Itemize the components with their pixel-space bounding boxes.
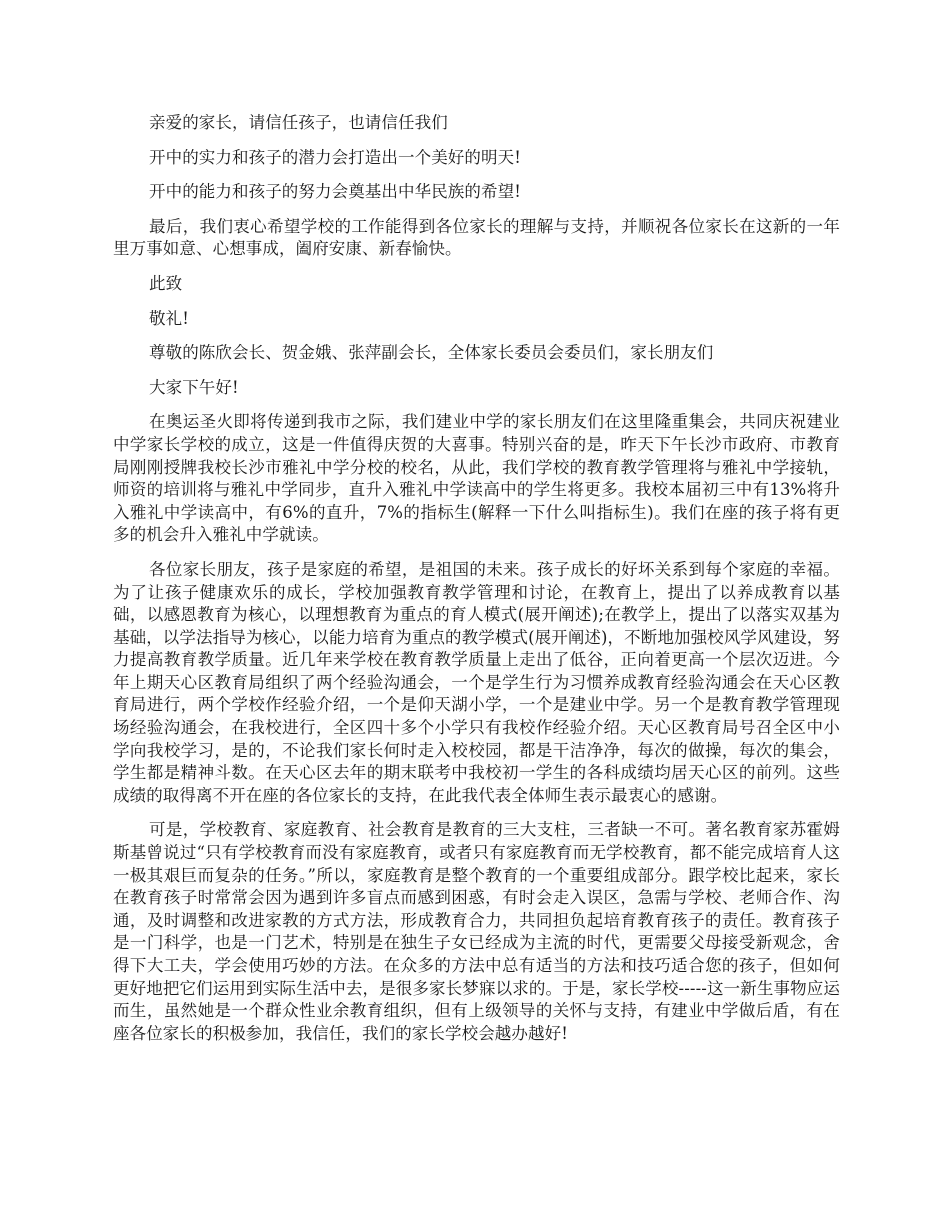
paragraph: 亲爱的家长，请信任孩子，也请信任我们 <box>149 113 448 132</box>
paragraph: 各位家长朋友，孩子是家庭的希望，是祖国的未来。孩子成长的好坏关系到每个家庭的幸福。为了让孩子健康欢乐的成长，学校加强教育教学管理和讨论，在教育上，提出了以养成教育以基础，以感恩教育为核心，以理想教育为重点的育人模式(展开阐述);在教学上，提出了以落实双基为基础，以学法指导为核心，以能力培育为重点的教学模式(展开阐述)，不断地加强校风学风建设，努力提高教育教学质量。近几年来学校在教育教学质量上走出了低谷，正向着更高一个层次迈进。今年上期天心区教育局组织了两个经验沟通会，一个是学生行为习惯养成教育经验沟通会在天心区教育局进行，两个学校作经验介绍，一个是仰天湖小学，一个是建业中学。另一个是教育教学管理现场经验沟通会，在我校进行，全区四十多个小学只有我校作经验介绍。天心区教育局号召全区中小学向我校学习，是的，不论我们家长何时走入校校园，都是干洁净净，每次的做操，每次的集会，学生都是精神斗数。在天心区去年的期末联考中我校初一学生的各科成绩均居天心区的前列。这些成绩的取得离不开在座的各位家长的支持，在此我代表全体师生表示最衷心的感谢。 <box>113 559 840 805</box>
paragraph: 此致 <box>149 273 183 293</box>
paragraph: 可是，学校教育、家庭教育、社会教育是教育的三大支柱，三者缺一不可。著名教育家苏霍姆斯基曾说过“只有学校教育而没有家庭教育，或者只有家庭教育而无学校教育，都不能完成培育人这一极其艰巨而复杂的任务。”所以，家庭教育是整个教育的一个重要组成部分。跟学校比起来，家长在教育孩子时常常会因为遇到许多盲点而感到困惑，有时会走入误区，急需与学校、老师合作、沟通，及时调整和改进家教的方式方法，形成教育合力，共同担负起培育教育孩子的责任。教育孩子是一门科学，也是一门艺术，特别是在独生子女已经成为主流的时代，更需要父母接受新观念，舍得下大工夫，学会使用巧妙的方法。在众多的方法中总有适当的方法和技巧适合您的孩子，但如何更好地把它们运用到实际生活中去，是很多家长梦寐以求的。于是，家长学校-----这一新生事物应运而生，虽然她是一个群众性业余教育组织，但有上级领导的关怀与支持，有建业中学做后盾，有在座各位家长的积极参加，我信任，我们的家长学校会越办越好! <box>113 820 840 1043</box>
paragraph: 最后，我们衷心希望学校的工作能得到各位家长的理解与支持，并顺祝各位家长在这新的一年里万事如意、心想事成，阖府安康、新春愉快。 <box>113 216 840 259</box>
paragraph: 大家下午好! <box>149 377 239 397</box>
paragraph: 开中的能力和孩子的努力会奠基出中华民族的希望! <box>149 182 521 202</box>
paragraph: 开中的实力和孩子的潜力会打造出一个美好的明天! <box>149 147 521 167</box>
document-body <box>113 112 840 1057</box>
paragraph: 尊敬的陈欣会长、贺金娥、张萍副会长，全体家长委员会委员们，家长朋友们 <box>149 343 714 363</box>
paragraph: 在奥运圣火即将传递到我市之际，我们建业中学的家长朋友们在这里隆重集会，共同庆祝建业中学家长学校的成立，这是一件值得庆贺的大喜事。特别兴奋的是，昨天下午长沙市政府、市教育局刚刚授牌我校长沙市雅礼中学分校的校名，从此，我们学校的教育教学管理将与雅礼中学接轨，师资的培训将与雅礼中学同步，直升入雅礼中学读高中的学生将更多。我校本届初三中有13%将升入雅礼中学读高中，有6%的直升，7%的指标生(解释一下什么叫指标生)。我们在座的孩子将有更多的机会升入雅礼中学就读。 <box>113 412 840 545</box>
paragraph: 敬礼! <box>149 308 189 328</box>
